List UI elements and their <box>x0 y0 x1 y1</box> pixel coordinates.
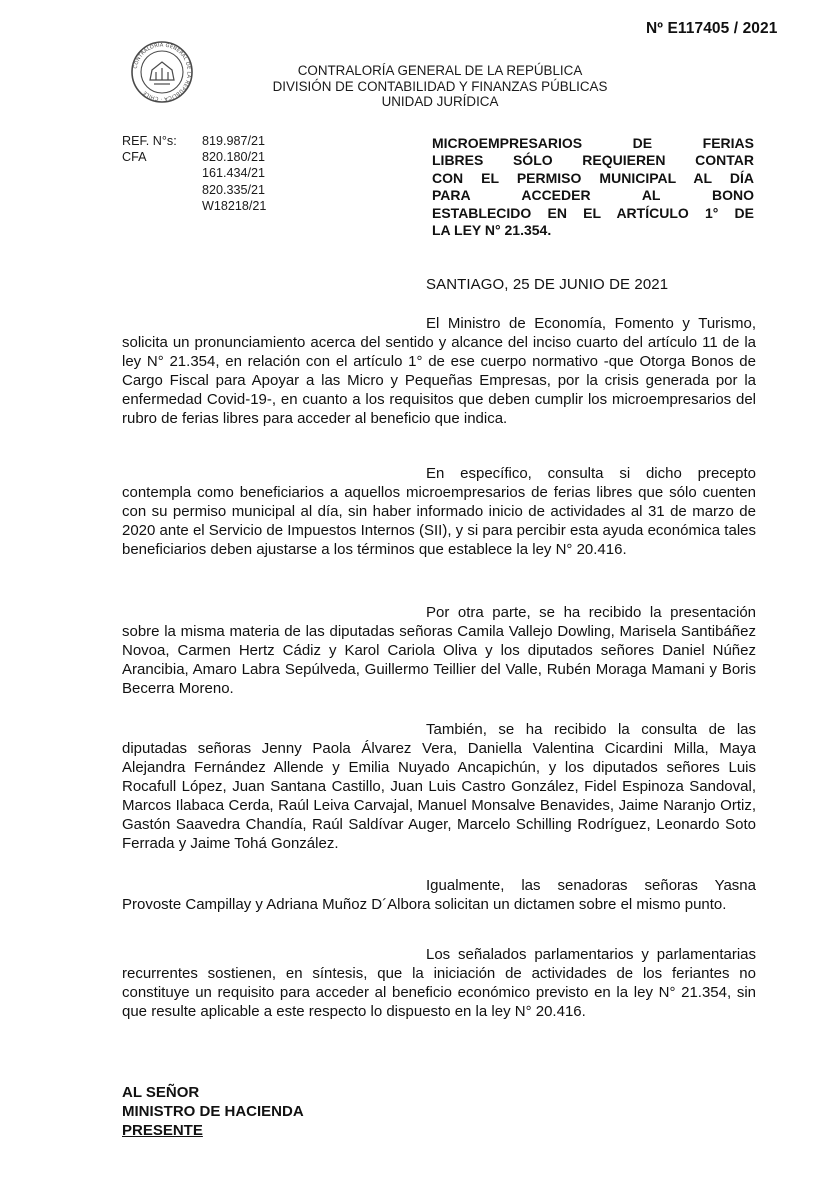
ref-value: 819.987/21 <box>202 134 266 148</box>
ref-value: 820.180/21 <box>202 150 266 165</box>
subject-line: MICROEMPRESARIOS DE FERIAS <box>432 135 754 151</box>
institution-header <box>200 63 680 110</box>
addressee-line-1: AL SEÑOR <box>122 1084 200 1101</box>
subject-line: ESTABLECIDO EN EL ARTÍCULO 1° DE <box>432 204 754 221</box>
cfa-label: CFA <box>122 150 147 165</box>
ref-label: REF. N°s: <box>122 134 177 148</box>
paragraph-text: En específico, consulta si dicho precepto contempla como beneficiarios a aquellos microempresarios de ferias libres que sólo cuenten con su permiso municipal al día, sin haber informado inicio de actividades al 31 de marzo de 2020 ante el Servicio de Impuestos Internos (SII), y si para percibir esta ayuda económica tales beneficiarios deben ajustarse a los términos que establece la ley N° 20.416. <box>122 465 756 558</box>
paragraph-text: También, se ha recibido la consulta de las diputadas señoras Jenny Paola Álvarez Vera, Daniella Valentina Cicardini Milla, Maya Alejandra Fernández Allende y Emilia Nuyado Ancapichún, y los diputados señores Luis Rocafull López, Juan Santana Castillo, Juan Luis Castro González, Fidel Espinoza Sandoval, Marcos Ilabaca Cerda, Raúl Leiva Carvajal, Manuel Monsalve Benavides, Jaime Naranjo Ortiz, Gastón Saavedra Chandía, Raúl Saldívar Auger, Marcelo Schilling Rodríguez, Leonardo Soto Ferrada y Jaime Tohá González. <box>122 721 756 852</box>
subject-line: LA LEY N° 21.354. <box>432 222 552 239</box>
paragraph-3 <box>122 603 756 698</box>
paragraph-text: Igualmente, las senadoras señoras Yasna Provoste Campillay y Adriana Muñoz D´Albora solicitan un dictamen sobre el mismo punto. <box>122 877 756 913</box>
paragraph-5 <box>122 876 756 914</box>
subject-line: LIBRES SÓLO REQUIEREN CONTAR <box>432 152 754 169</box>
addressee-line-2: MINISTRO DE HACIENDA <box>122 1103 304 1120</box>
ref-value: W18218/21 <box>202 198 267 213</box>
svg-text:CONTRALORIA GENERAL DE LA REPU: CONTRALORIA GENERAL DE LA REPUBLICA · CHILE <box>132 42 192 102</box>
paragraph-1 <box>122 314 756 428</box>
subject-line: PARA ACCEDER AL BONO <box>432 187 754 204</box>
paragraph-4 <box>122 720 756 853</box>
header-line-3: UNIDAD JURÍDICA <box>381 94 499 110</box>
addressee-block <box>122 1083 304 1140</box>
header-line-2: DIVISIÓN DE CONTABILIDAD Y FINANZAS PÚBLICAS <box>272 78 608 94</box>
paragraph-2 <box>122 464 756 559</box>
document-date: SANTIAGO, 25 DE JUNIO DE 2021 <box>426 276 669 293</box>
addressee-line-3: PRESENTE <box>122 1122 203 1139</box>
paragraph-6 <box>122 945 756 1021</box>
ref-value: 161.434/21 <box>202 166 266 181</box>
subject-line: CON EL PERMISO MUNICIPAL AL DÍA <box>432 169 754 186</box>
contraloria-seal-icon <box>130 40 194 104</box>
document-number: Nº E117405 / 2021 <box>646 20 778 37</box>
reference-numbers <box>122 133 280 214</box>
ref-value: 820.335/21 <box>202 182 266 197</box>
paragraph-text: Por otra parte, se ha recibido la presentación sobre la misma materia de las diputadas señoras Camila Vallejo Dowling, Marisela Santibáñez Novoa, Carmen Hertz Cádiz y Karol Cariola Oliva y los diputados señores Daniel Núñez Arancibia, Amaro Labra Sepúlveda, Guillermo Teillier del Valle, Rubén Moraga Mamani y Boris Becerra Moreno. <box>122 604 756 697</box>
paragraph-text: Los señalados parlamentarios y parlamentarias recurrentes sostienen, en síntesis, que la iniciación de actividades de los feriantes no constituye un requisito para acceder al beneficio económico previsto en la ley N° 21.354, sin que resulte aplicable a este respecto lo dispuesto en la ley N° 20.416. <box>122 946 756 1020</box>
subject-summary <box>432 135 754 239</box>
paragraph-text: El Ministro de Economía, Fomento y Turismo, solicita un pronunciamiento acerca del sentido y alcance del inciso cuarto del artículo 11 de la ley N° 21.354, en relación con el artículo 1° de ese cuerpo normativo -que Otorga Bonos de Cargo Fiscal para Apoyar a las Micro y Pequeñas Empresas, por la crisis generada por la enfermedad Covid-19-, en cuanto a los requisitos que deben cumplir los microempresarios del rubro de ferias libres para acceder al beneficio que indica. <box>122 315 756 427</box>
header-line-1: CONTRALORÍA GENERAL DE LA REPÚBLICA <box>297 63 583 78</box>
